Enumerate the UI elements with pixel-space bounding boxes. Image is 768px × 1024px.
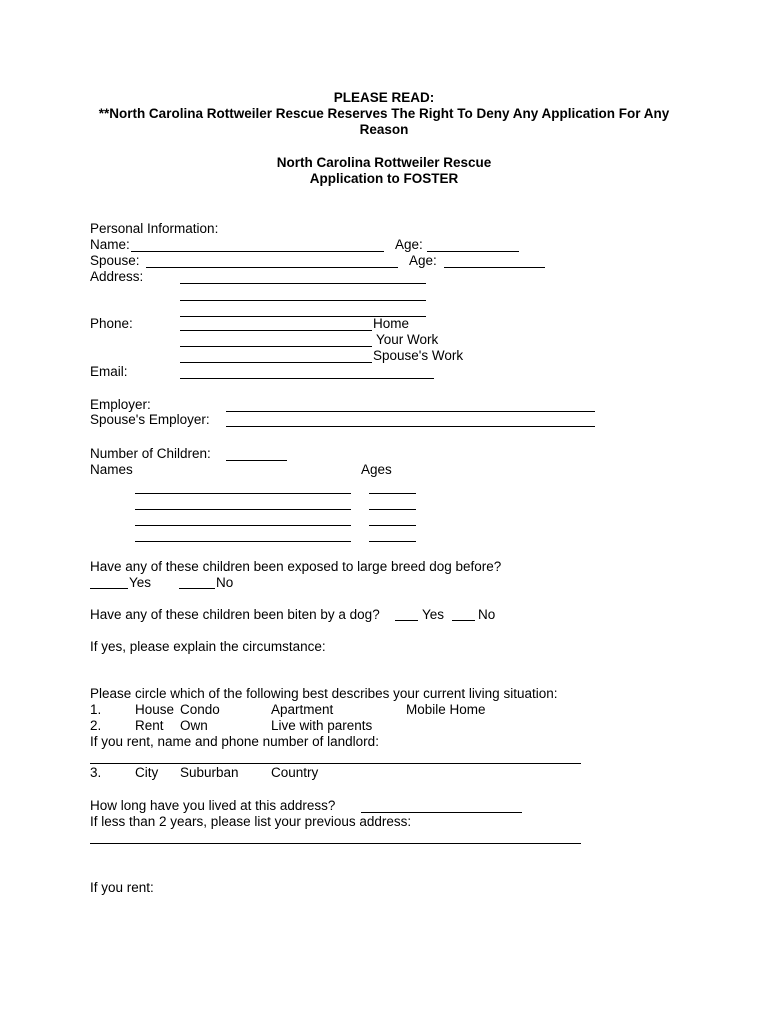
option-live-with-parents[interactable]: Live with parents — [271, 718, 373, 733]
child-names-header: Names — [90, 462, 133, 477]
living-row1-number: 1. — [90, 702, 102, 717]
previous-address-prompt: If less than 2 years, please list your previous address: — [90, 814, 412, 829]
exposed-no-field[interactable] — [179, 588, 215, 589]
landlord-prompt: If you rent, name and phone number of landlord: — [90, 734, 379, 749]
address-field-2[interactable] — [180, 300, 426, 301]
how-long-prompt: How long have you lived at this address? — [90, 798, 336, 813]
age-field[interactable] — [427, 251, 519, 252]
exposed-yes-field[interactable] — [90, 588, 128, 589]
option-city[interactable]: City — [135, 765, 159, 780]
email-label: Email: — [90, 364, 128, 379]
option-condo[interactable]: Condo — [180, 702, 220, 717]
spouse-employer-label: Spouse's Employer: — [90, 412, 210, 427]
work-phone-field[interactable] — [180, 346, 372, 347]
bitten-no-field[interactable] — [452, 620, 475, 621]
option-rent[interactable]: Rent — [135, 718, 164, 733]
address-field-1[interactable] — [180, 283, 426, 284]
bitten-yes-label: Yes — [422, 607, 445, 622]
home-phone-label: Home — [373, 316, 410, 331]
living-situation-prompt: Please circle which of the following best describes your current living situation: — [90, 686, 558, 701]
exposed-no-label: No — [216, 575, 234, 590]
spouse-work-phone-label: Spouse's Work — [373, 348, 464, 363]
age-label: Age: — [395, 237, 423, 252]
child-age-field-1[interactable] — [369, 493, 416, 494]
employer-label: Employer: — [90, 397, 151, 412]
address-label: Address: — [90, 269, 144, 284]
phone-label: Phone: — [90, 316, 133, 331]
how-long-field[interactable] — [361, 812, 522, 813]
child-name-field-3[interactable] — [135, 525, 351, 526]
bitten-no-label: No — [478, 607, 496, 622]
home-phone-field[interactable] — [180, 330, 372, 331]
spouse-age-field[interactable] — [444, 267, 545, 268]
previous-address-field[interactable] — [90, 843, 581, 844]
notice-line-1: **North Carolina Rottweiler Rescue Reserves The Right To Deny Any Application For Any — [98, 106, 670, 121]
spouse-employer-field[interactable] — [226, 426, 595, 427]
child-name-field-4[interactable] — [135, 541, 351, 542]
spouse-label: Spouse: — [90, 253, 140, 268]
bitten-yes-field[interactable] — [395, 620, 418, 621]
spouse-work-phone-field[interactable] — [180, 362, 372, 363]
landlord-field[interactable] — [90, 763, 581, 764]
option-apartment[interactable]: Apartment — [271, 702, 334, 717]
email-field[interactable] — [180, 378, 434, 379]
work-phone-label: Your Work — [376, 332, 439, 347]
spouse-field[interactable] — [146, 267, 398, 268]
option-mobile-home[interactable]: Mobile Home — [406, 702, 486, 717]
please-read-heading: PLEASE READ: — [333, 90, 435, 105]
child-ages-header: Ages — [361, 462, 392, 477]
form-title: Application to FOSTER — [309, 171, 459, 186]
bitten-question: Have any of these children been biten by a dog? — [90, 607, 380, 622]
spouse-age-label: Age: — [409, 253, 437, 268]
living-row3-number: 3. — [90, 765, 102, 780]
name-field[interactable] — [131, 251, 384, 252]
living-row2-number: 2. — [90, 718, 102, 733]
personal-info-label: Personal Information: — [90, 221, 219, 236]
employer-field[interactable] — [226, 411, 595, 412]
child-age-field-3[interactable] — [369, 525, 416, 526]
exposed-yes-label: Yes — [129, 575, 152, 590]
child-name-field-2[interactable] — [135, 509, 351, 510]
exposed-question: Have any of these children been exposed to large breed dog before? — [90, 559, 502, 574]
children-count-label: Number of Children: — [90, 446, 211, 461]
option-country[interactable]: Country — [271, 765, 319, 780]
org-name: North Carolina Rottweiler Rescue — [276, 155, 492, 170]
option-house[interactable]: House — [135, 702, 175, 717]
option-own[interactable]: Own — [180, 718, 208, 733]
child-age-field-2[interactable] — [369, 509, 416, 510]
notice-line-2: Reason — [359, 122, 409, 137]
child-name-field-1[interactable] — [135, 493, 351, 494]
explain-prompt: If yes, please explain the circumstance: — [90, 639, 326, 654]
child-age-field-4[interactable] — [369, 541, 416, 542]
if-you-rent-label: If you rent: — [90, 880, 154, 895]
option-suburban[interactable]: Suburban — [180, 765, 239, 780]
name-label: Name: — [90, 237, 130, 252]
children-count-field[interactable] — [226, 460, 287, 461]
